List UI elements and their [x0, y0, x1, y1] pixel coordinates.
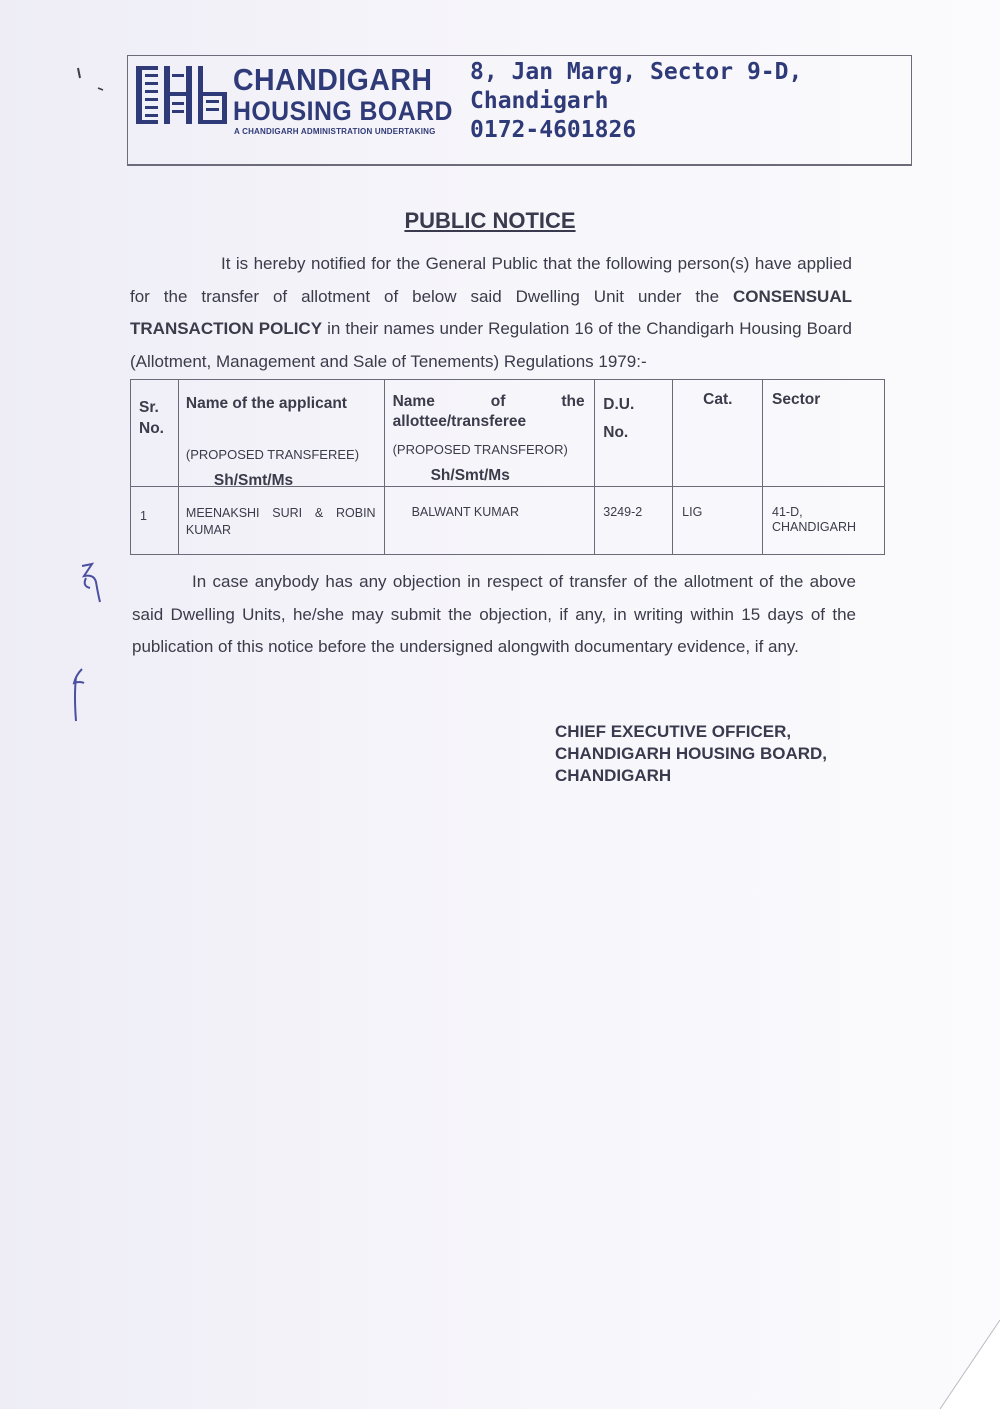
handwritten-mark-icon: [64, 665, 94, 725]
org-name-line2: HOUSING BOARD: [233, 96, 453, 126]
header-applicant: Name of the applicant (PROPOSED TRANSFEREE) Sh/Smt/Ms: [178, 380, 384, 487]
phone-number: 0172-4601826: [470, 117, 637, 143]
intro-text-1: It is hereby notified for the General Public that the following person(s) have applied for the transfer of allotment of below said Dwelling Unit under the: [130, 254, 852, 306]
page-corner-fold: [930, 1320, 1000, 1409]
signature-line2: CHANDIGARH HOUSING BOARD,: [555, 744, 827, 763]
pen-tick-mark-icon: [70, 60, 110, 100]
row-du-no: 3249-2: [595, 487, 673, 555]
row-allottee: BALWANT KUMAR: [384, 487, 595, 555]
row-sector: 41-D, CHANDIGARH: [763, 487, 885, 555]
policy-name: CONSENSUAL TRANSACTION POLICY: [130, 286, 852, 338]
org-name-line1: CHANDIGARH: [233, 62, 433, 97]
transfer-table: [130, 379, 885, 555]
signature-line3: CHANDIGARH: [555, 766, 672, 785]
row-sr: 1: [131, 487, 179, 555]
header-sr: Sr. No.: [131, 380, 179, 487]
objection-paragraph: In case anybody has any objection in respect of transfer of the allotment of the above said Dwelling Units, he/she may submit the objection, if any, in writing within 15 days of the publication of this notice before the undersigned alongwith documentary evidence, if any.: [132, 572, 856, 656]
header-sector: Sector: [763, 380, 885, 487]
address-line1: 8, Jan Marg, Sector 9-D,: [470, 59, 803, 85]
row-applicant: MEENAKSHI SURI & ROBIN KUMAR: [178, 487, 384, 555]
header-allottee-sub: (PROPOSED TRANSFEROR): [392, 442, 568, 457]
table-row: [131, 487, 885, 555]
header-allottee: Name of the allottee/transferee (PROPOSED TRANSFEROR) Sh/Smt/Ms: [384, 380, 595, 487]
signature-line1: CHIEF EXECUTIVE OFFICER,: [555, 722, 792, 741]
header-category: Cat.: [673, 380, 763, 487]
header-allottee-salutation: Sh/Smt/Ms: [430, 467, 510, 484]
header-applicant-salutation: Sh/Smt/Ms: [213, 472, 294, 489]
intro-paragraph: [130, 248, 852, 378]
signature-block: [555, 721, 827, 787]
org-tagline: A CHANDIGARH ADMINISTRATION UNDERTAKING: [234, 127, 436, 136]
intro-text-2: in their names under Regulation 16 of the Chandigarh Housing Board (Allotment, Management and Sale of Tenements) Regulations 1979:-: [130, 319, 852, 371]
table-header-row: [131, 380, 885, 487]
row-category: LIG: [673, 487, 763, 555]
notice-title: PUBLIC NOTICE: [404, 208, 576, 233]
handwritten-initial-icon: [72, 560, 112, 608]
chb-logo-icon: [136, 66, 228, 126]
address-line2: Chandigarh: [470, 88, 609, 114]
header-applicant-sub: (PROPOSED TRANSFEREE): [185, 447, 360, 462]
header-du-no: D.U. No.: [595, 380, 673, 487]
